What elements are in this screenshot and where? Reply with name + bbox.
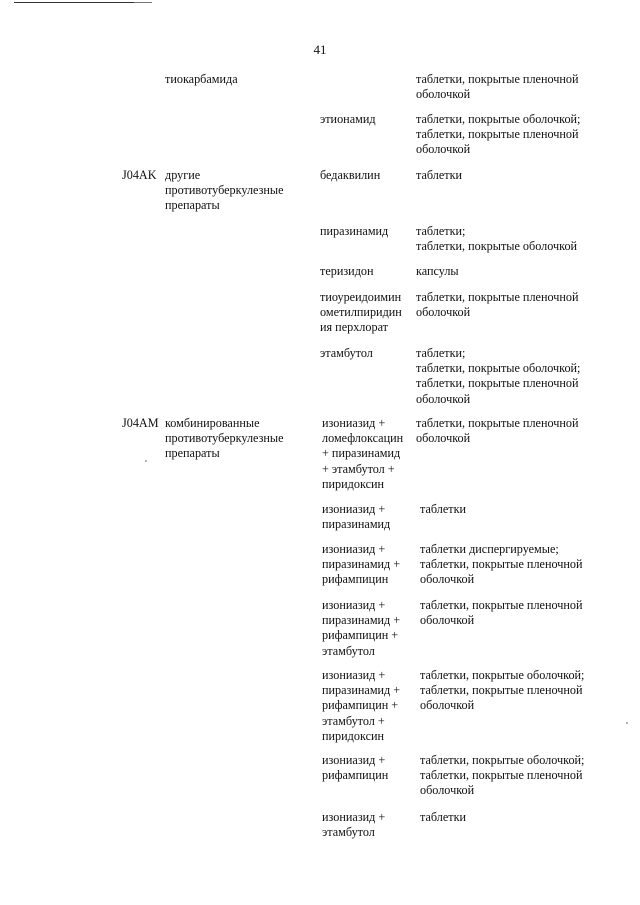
group-name: тиокарбамида <box>165 72 238 86</box>
substance-name: изониазид + ломефлоксацин + пиразинамид + этамбутол + пиридоксин <box>322 416 404 491</box>
dosage-forms: таблетки, покрытые пленочной оболочкой <box>416 416 579 446</box>
atc-code: J04AM <box>122 416 159 430</box>
substance-name: изониазид + пиразинамид + рифампицин + этамбутол + пиридоксин <box>322 668 401 743</box>
substance-name: этионамид <box>320 112 376 126</box>
dosage-forms: таблетки, покрытые оболочкой; таблетки, покрытые пленочной оболочкой <box>420 668 585 713</box>
substance-name: этамбутол <box>320 346 373 360</box>
dosage-forms: таблетки; таблетки, покрытые оболочкой; таблетки, покрытые пленочной оболочкой <box>416 346 581 406</box>
substance-name: пиразинамид <box>320 224 389 238</box>
substance-name: изониазид + пиразинамид + рифампицин + этамбутол <box>322 598 401 658</box>
dosage-forms: таблетки, покрытые оболочкой; таблетки, покрытые пленочной оболочкой <box>416 112 581 157</box>
scan-speck <box>145 460 147 462</box>
substance-name: изониазид + пиразинамид + рифампицин <box>322 542 401 587</box>
group-name: другие противотуберкулезные препараты <box>165 168 284 213</box>
substance-name: бедаквилин <box>320 168 381 182</box>
dosage-forms: таблетки <box>420 810 467 824</box>
substance-name: тиоуреидоимин ометилпиридин ия перхлорат <box>320 290 402 335</box>
group-name: комбинированные противотуберкулезные препараты <box>165 416 284 461</box>
substance-name: изониазид + пиразинамид <box>322 502 391 532</box>
dosage-forms: таблетки, покрытые пленочной оболочкой <box>416 72 579 102</box>
atc-code: J04AK <box>122 168 157 182</box>
header-rule-tail <box>134 2 152 3</box>
dosage-forms: таблетки, покрытые оболочкой; таблетки, покрытые пленочной оболочкой <box>420 753 585 798</box>
dosage-forms: таблетки, покрытые пленочной оболочкой <box>420 598 583 628</box>
dosage-forms: таблетки, покрытые пленочной оболочкой <box>416 290 579 320</box>
page-number: 41 <box>313 42 327 57</box>
dosage-forms: таблетки диспергируемые; таблетки, покрытые пленочной оболочкой <box>420 542 583 587</box>
dosage-forms: таблетки <box>420 502 467 516</box>
substance-name: теризидон <box>320 264 374 278</box>
header-rule <box>14 2 134 3</box>
substance-name: изониазид + рифампицин <box>322 753 389 783</box>
dosage-forms: капсулы <box>416 264 459 278</box>
dosage-forms: таблетки <box>416 168 463 182</box>
scan-speck <box>626 722 628 724</box>
substance-name: изониазид + этамбутол <box>322 810 386 840</box>
dosage-forms: таблетки; таблетки, покрытые оболочкой <box>416 224 578 254</box>
